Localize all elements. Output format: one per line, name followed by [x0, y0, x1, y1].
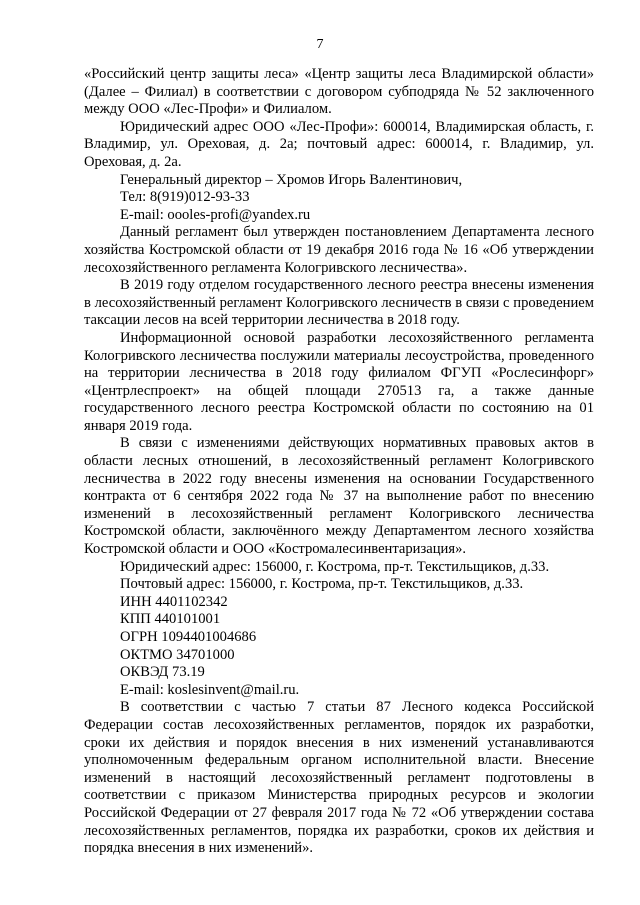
paragraph-information-basis: Информационной основой разработки лесохозяйственного регламента Кологривского лесничества послужили материалы лесоустройства, проведенного на территории лесничества в 2018 году филиалом ФГУП «Рослесинфорг» «Центрлеспроект» на общей площади 270513 га, а также данные государственного лесного реестра Костромской области по состоянию на 01 января 2019 года.: [84, 329, 594, 434]
document-body: [84, 66, 594, 858]
ogrn-line: ОГРН 1094401004686: [120, 629, 257, 645]
email-line-les-profi: E-mail: oooles-profi@yandex.ru: [120, 206, 311, 223]
paragraph-2019-changes: В 2019 году отделом государственного лесного реестра внесены изменения в лесохозяйственный регламент Кологривского лесничеств в связи с проведением таксации лесов на всей территории лесничества в 2018 году.: [84, 277, 594, 329]
inn-line: ИНН 4401102342: [120, 593, 228, 610]
paragraph-forest-code: В соответствии с частью 7 статьи 87 Лесного кодекса Российской Федерации состав лесохозяйственных регламентов, порядок их разработки, сроки их действия и порядок внесения в них изменений устанавливаются уполномоченным федеральным органом исполнительной власти. Внесение изменений в настоящий лесохозяйственный регламент подготовлены в соответствии с приказом Министерства природных ресурсов и экологии Российской Федерации от 27 февраля 2017 года № 72 «Об утверждении состава лесохозяйственных регламентов, порядка их разработки, сроков их действия и порядка внесения в них изменений».: [84, 699, 594, 857]
legal-address-line: Юридический адрес: 156000, г. Кострома, пр-т. Текстильщиков, д.33.: [120, 558, 550, 575]
kpp-line: КПП 440101001: [120, 611, 221, 628]
postal-address-line: Почтовый адрес: 156000, г. Кострома, пр-т. Текстильщиков, д.33.: [120, 576, 524, 593]
email-line-koslesinvent: E-mail: koslesinvent@mail.ru.: [120, 681, 300, 698]
director-line: Генеральный директор – Хромов Игорь Валентинович,: [120, 171, 463, 188]
paragraph-2022-changes: В связи с изменениями действующих нормативных правовых актов в области лесных отношений, в лесохозяйственный регламент Кологривского лесничества в 2022 году внесены изменения на основании Государственного контракта от 6 сентября 2022 года № 37 на выполнение работ по внесению изменений в лесохозяйственный регламент Кологривского лесничества Костромской области, заключённого между Департаментом лесного хозяйства Костромской области и ООО «Костромалесинвентаризация».: [84, 435, 594, 558]
phone-line: Тел: 8(919)012-93-33: [120, 189, 250, 206]
oktmo-line: ОКТМО 34701000: [120, 646, 235, 663]
paragraph-les-profi-address: Юридический адрес ООО «Лес-Профи»: 600014, Владимирская область, г. Владимир, ул. Ореховая, д. 2а; почтовый адрес: 600014, г. Владимир, ул. Ореховая, д. 2а.: [84, 118, 594, 170]
paragraph-regulation-approval: Данный регламент был утвержден постановлением Департамента лесного хозяйства Костромской области от 19 декабря 2016 года № 16 «Об утверждении лесохозяйственного регламента Кологривского лесничества».: [84, 224, 594, 276]
okved-line: ОКВЭД 73.19: [120, 664, 205, 681]
paragraph-center-reference: «Российский центр защиты леса» «Центр защиты леса Владимирской области» (Далее – Филиал) в соответствии с договором субподряда № 52 заключенного между ООО «Лес-Профи» и Филиалом.: [84, 66, 594, 118]
page-number: 7: [316, 37, 324, 52]
